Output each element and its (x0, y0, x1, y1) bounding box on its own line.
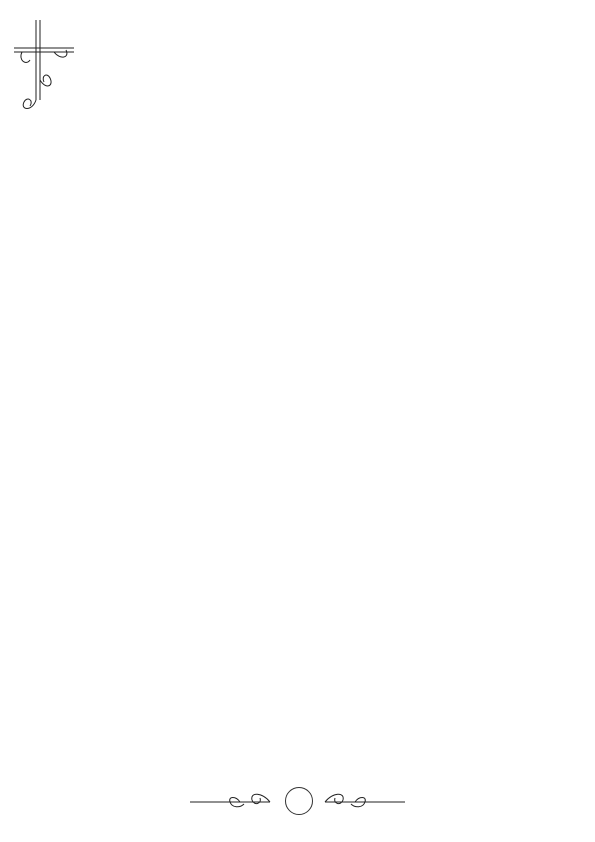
corner-ornament (14, 20, 76, 115)
page-number (285, 787, 313, 815)
